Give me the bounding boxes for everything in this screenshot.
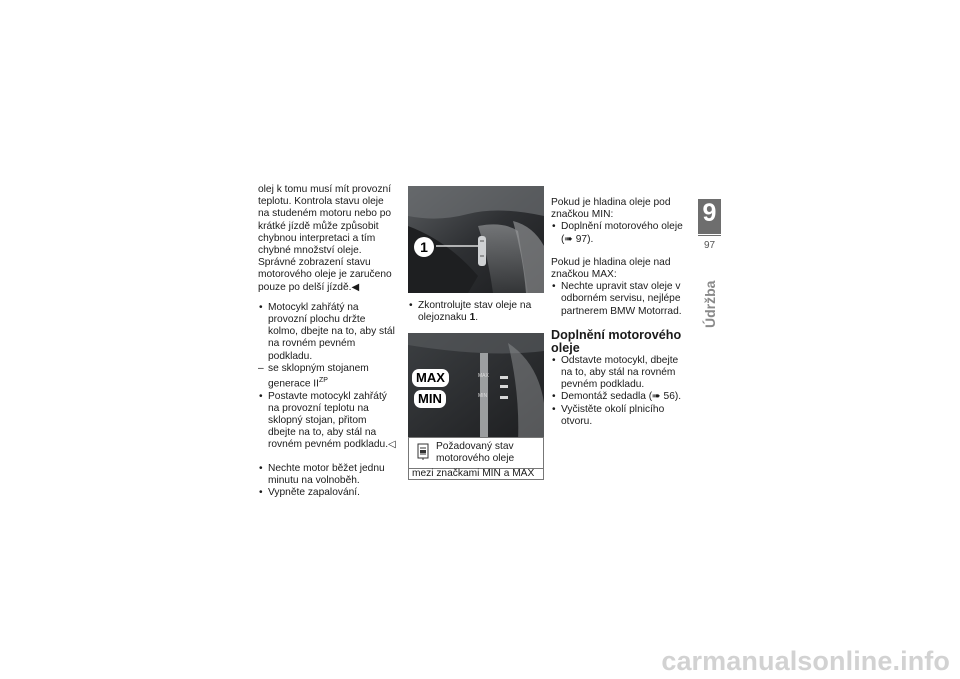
spec-table-oil-level	[408, 437, 544, 480]
callout-1-badge: 1	[414, 237, 434, 257]
paragraph-oil-temperature: olej k tomu musí mít provozní teplotu. Kontrola stavu oleje na studeném motoru nebo po krátké jízdě může způsobit chybnou interpretaci a tím chybné množství oleje.	[258, 184, 392, 257]
chapter-number: 9	[702, 199, 717, 227]
list-item-dash: – se sklopným stojanem generace $II^{ZP}$	[258, 363, 396, 391]
watermark: carmanualsonline.info	[661, 646, 950, 676]
photo-oil-level-marks	[408, 333, 544, 441]
text-column-right	[551, 197, 689, 428]
min-mark-text: MIN	[478, 393, 488, 399]
page-number: 97	[703, 240, 716, 251]
list-item: • Odstavte motocykl, dbejte na to, aby stál na rovném pevném podkladu.	[551, 355, 689, 392]
text-column-left	[258, 184, 396, 499]
equipment-marker: ZP	[318, 377, 328, 385]
instruction-list-engine	[258, 463, 396, 500]
paragraph-below-min: Pokud je hladina oleje pod značkou MIN:	[551, 197, 671, 221]
list-item: • Nechte upravit stav oleje v odborném servisu, nejlépe partnerem BMW Motorrad.	[551, 281, 689, 318]
list-item: • Nechte motor běžet jednu minutu na volnoběh.	[258, 463, 396, 487]
list-item: • Motocykl zahřátý na provozní plochu držte kolmo, dbejte na to, aby stál na rovném pevném podkladu.	[258, 302, 396, 363]
spec-row-header	[409, 438, 543, 469]
list-item-check-oil: • Zkontrolujte stav oleje na olejoznaku 1.	[408, 300, 546, 324]
section-heading: Doplnění motorového oleje	[551, 327, 682, 355]
oil-level-icon	[416, 443, 430, 461]
text-column-middle	[408, 300, 546, 324]
instruction-list	[258, 302, 396, 452]
list-item: • Doplnění motorového oleje (➠ 97).	[551, 221, 689, 245]
svg-text:Údržba: Údržba	[702, 280, 718, 328]
min-label-badge: MIN	[414, 390, 446, 408]
spec-value: mezi značkami MIN a MAX	[412, 468, 535, 479]
list-item: • Postavte motocykl zahřátý na provozní teplotu na sklopný stojan, přitom dbejte na to, aby stál na rovném pevném podkladu.◁	[258, 391, 396, 452]
max-mark-text: MAX	[478, 373, 489, 379]
list-item: • Vypněte zapalování.	[258, 487, 396, 499]
paragraph-above-max: Pokud je hladina oleje nad značkou MAX:	[551, 256, 671, 281]
tab-divider	[698, 235, 721, 236]
list-item: • Vyčistěte okolí plnicího otvoru.	[551, 404, 689, 428]
section-title-vertical	[700, 270, 720, 330]
spec-label: Požadovaný stav motorového oleje	[436, 441, 515, 464]
callout-reference: 1	[469, 312, 476, 324]
photo-oil-sight-glass-location	[408, 186, 544, 293]
paragraph-correct-reading: Správné zobrazení stavu motorového oleje je zaručeno pouze po delší jízdě.◀	[258, 257, 392, 293]
list-item: • Demontáž sedadla (➠ 56).	[551, 391, 689, 403]
max-label-badge: MAX	[412, 369, 449, 387]
